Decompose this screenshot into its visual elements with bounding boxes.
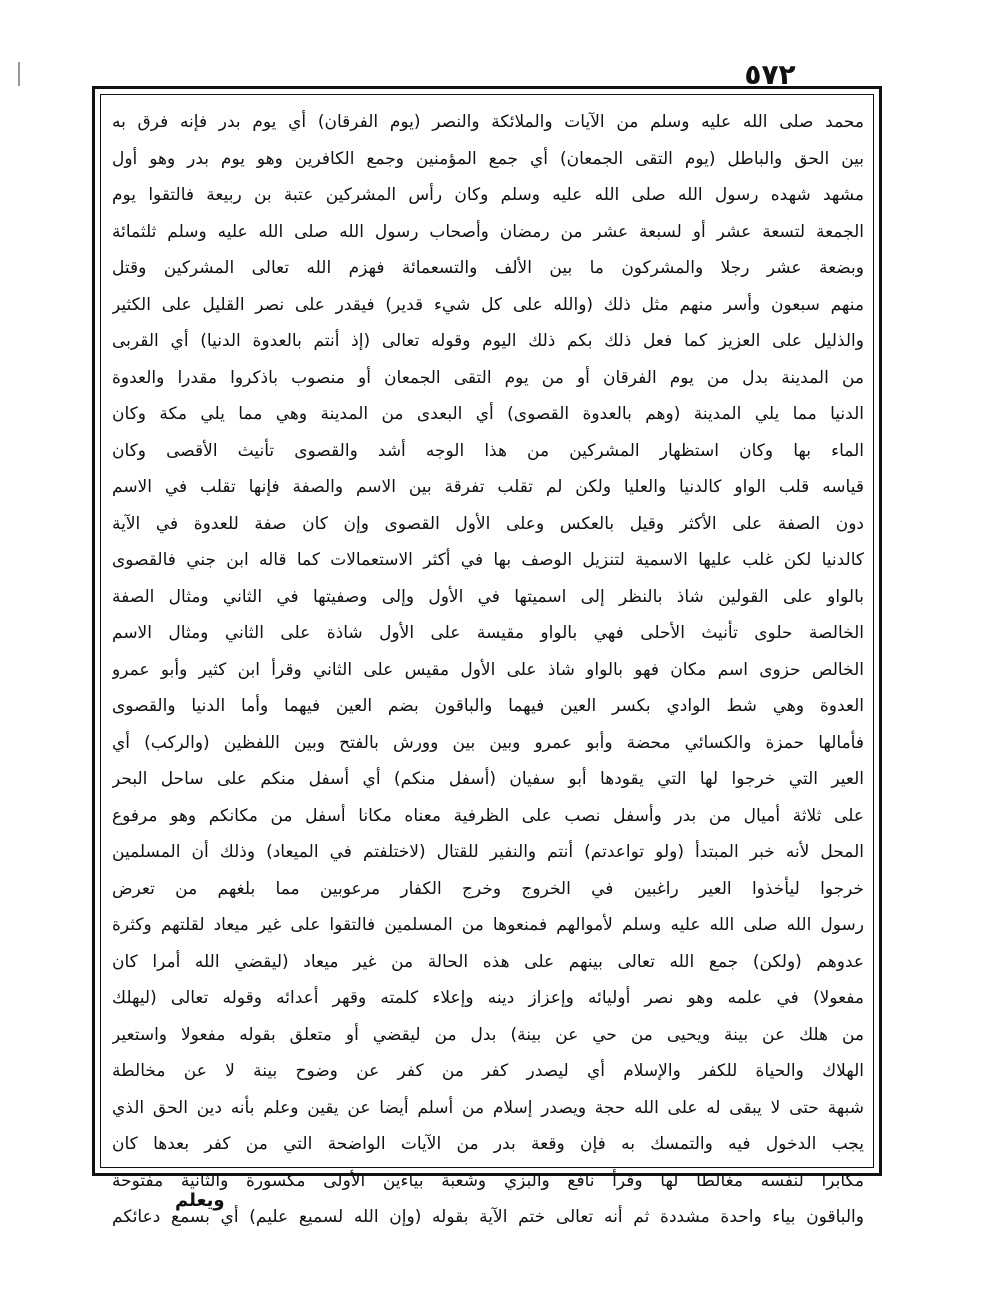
text-line: مشهد شهده رسول الله صلى الله عليه وسلم وكان رأس المشركين عتبة بن ربيعة فالتقوا يوم <box>112 185 864 205</box>
text-line: منهم سبعون وأسر منهم مثل ذلك (والله على كل شيء قدير) فيقدر على نصر القليل على الكثير <box>112 294 864 315</box>
text-line: مفعولا) في علمه وهو نصر أوليائه وإعزاز دينه وإعلاء كلمته وقهر أعدائه وقوله تعالى (ليهلك <box>112 988 864 1008</box>
text-line: العير التي خرجوا لها التي يقودها أبو سفيان (أسفل منكم) أي أسفل منكم على ساحل البحر <box>112 769 864 789</box>
text-line: الخالصة حلوى تأنيث الأحلى فهي بالواو مقيسة على الأول شاذة على الثاني ومثال الاسم <box>112 623 864 643</box>
text-line: بالواو على القولين شاذ بالنظر إلى اسميتها في الأول وإلى وصفيتها في الثاني ومثال الصفة <box>112 586 864 607</box>
text-line: فأمالها حمزة والكسائي محضة وأبو عمرو وبين بين وورش بالفتح وبين اللفظين (والركب) أي <box>112 732 864 753</box>
text-line: الدنيا مما يلي المدينة (وهم بالعدوة القصوى) أي البعدى من المدينة وهي مما يلي مكة وكان <box>112 404 864 424</box>
text-line: على ثلاثة أميال من بدر وأسفل نصب على الظرفية معناه مكانا أسفل من مكانكم وهو مرفوع <box>112 805 864 826</box>
text-line: المحل لأنه خبر المبتدأ (ولو تواعدتم) أنتم والنفير للقتال (لاختلفتم في الميعاد) وذلك أن المسلمين <box>112 842 864 862</box>
text-line: من هلك عن بينة ويحيى من حي عن بينة) بدل من ليقضي أو متعلق بقوله مفعولا واستعير <box>112 1024 864 1045</box>
text-line: كالدنيا لكن غلب عليها الاسمية لتنزيل الوصف بها في أكثر الاستعمالات كما قاله ابن جني فالقصوى <box>112 550 864 570</box>
text-line: دون الصفة على الأكثر وقيل بالعكس وعلى الأول القصوى وإن كان صفة للعدوة في الآية <box>112 513 864 534</box>
text-line: قياسه قلب الواو كالدنيا والعليا ولكن لم تقلب تفرقة بين الاسم والصفة فإنها تقلب في الاسم <box>112 477 864 497</box>
text-line: مكابرا لنفسه مغالطا لها وقرأ نافع والبزي وشعبة بياءين الأولى مكسورة والثانية مفتوحة <box>112 1170 864 1191</box>
text-line: محمد صلى الله عليه وسلم من الآيات والملائكة والنصر (يوم الفرقان) أي يوم بدر فإنه فرق به <box>112 112 864 132</box>
text-line: شبهة حتى لا يبقى له على الله حجة ويصدر إسلام من أسلم أيضا عن يقين وعلم بأنه دين الحق الذي <box>112 1097 864 1118</box>
text-line: الجمعة لتسعة عشر أو لسبعة عشر من رمضان وأصحاب رسول الله صلى الله عليه وسلم ثلثمائة <box>112 221 864 242</box>
text-line: العدوة وهي شط الوادي بكسر العين فيهما والباقون بضم العين فيهما وأما الدنيا والقصوى <box>112 696 864 716</box>
text-line: والذليل على العزيز كما فعل ذلك بكم ذلك اليوم وقوله تعالى (إذ أنتم بالعدوة الدنيا) أي القربى <box>112 331 864 351</box>
text-line: الماء بها وكان استظهار المشركين من هذا الوجه أشد والقصوى تأنيث الأقصى وكان <box>112 440 864 461</box>
text-line: عدوهم (ولكن) جمع الله تعالى بينهم على هذه الحالة من غير ميعاد (ليقضي الله أمرا كان <box>112 951 864 972</box>
text-line: بين الحق والباطل (يوم التقى الجمعان) أي جمع المؤمنين وجمع الكافرين وهو يوم بدر وهو أول <box>112 148 864 169</box>
page-number: ٥٧٢ <box>744 58 796 91</box>
text-line: والباقون بياء واحدة مشددة ثم أنه تعالى ختم الآية بقوله (وإن الله لسميع عليم) أي بسمع دعائكم <box>112 1207 864 1227</box>
text-line: خرجوا ليأخذوا العير راغبين في الخروج وخرج الكفار مرعوبين مما بلغهم من تعرض <box>112 878 864 899</box>
text-line: الخالص حزوى اسم مكان فهو بالواو شاذ على الأول مقيس على الثاني وقرأ ابن كثير وأبو عمرو <box>112 659 864 680</box>
text-line: من المدينة بدل من يوم الفرقان أو من يوم التقى الجمعان أو منصوب باذكروا مقدرا والعدوة <box>112 367 864 388</box>
catchword: ويعلم <box>175 1190 225 1211</box>
text-line: وبضعة عشر رجلا والمشركون ما بين الألف والتسعمائة فهزم الله تعالى المشركين وقتل <box>112 258 864 278</box>
margin-mark <box>18 62 20 86</box>
text-line: الهلاك والحياة للكفر والإسلام أي ليصدر كفر من كفر عن وضوح بينة لا عن مخالطة <box>112 1061 864 1081</box>
text-line: رسول الله صلى الله عليه وسلم لأموالهم فمنعوها من المسلمين فالتقوا على غير ميعاد لقلتهم وكثرة <box>112 915 864 935</box>
text-line: يجب الدخول فيه والتمسك به فإن وقعة بدر من الآيات الواضحة التي من كفر بعدها كان <box>112 1134 864 1154</box>
